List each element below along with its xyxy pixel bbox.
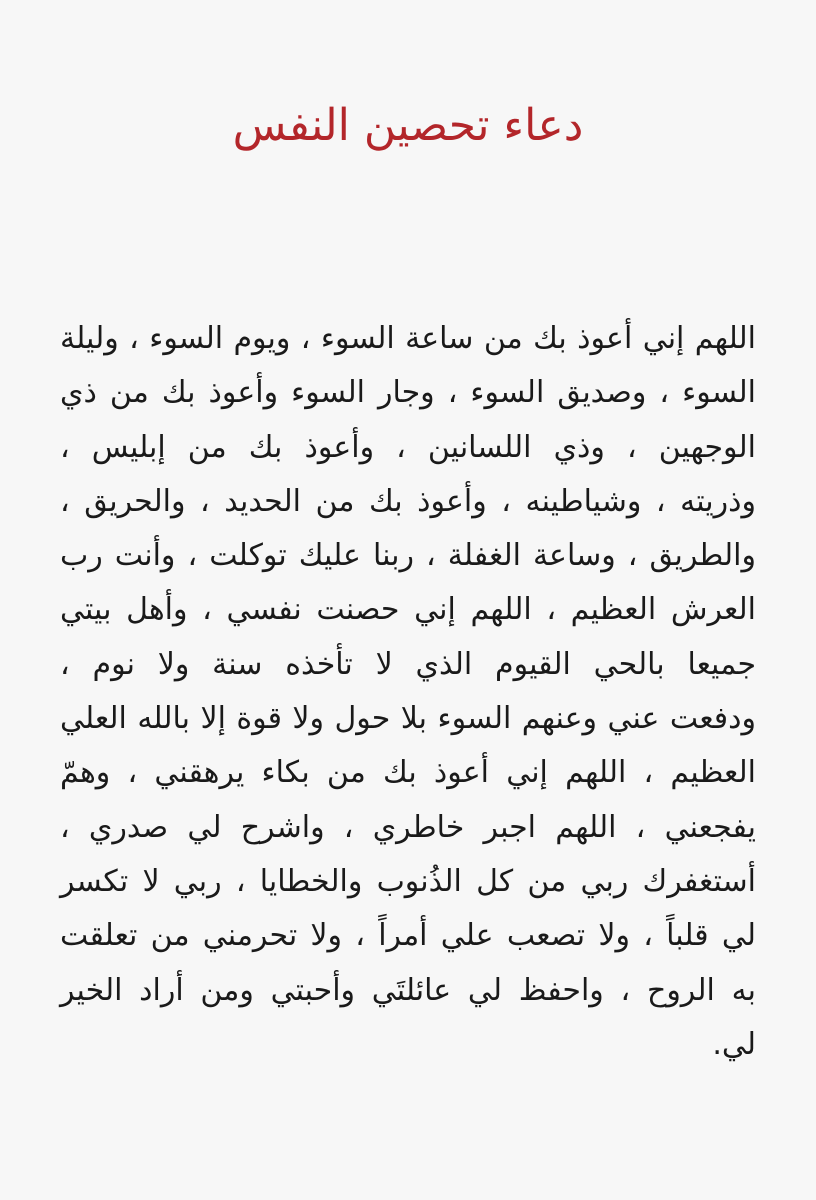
text-line-5: والطريق ، وساعة الغفلة ، ربنا عليك توكلت ، وأنت رب — [60, 538, 756, 574]
text-line-12: لي قلباً ، ولا تصعب علي أمراً ، ولا تحرمني من تعلقت — [60, 918, 756, 954]
text-line-11: أستغفرك ربي من كل الذُنوب والخطايا ، ربي لا تكسر — [60, 863, 756, 899]
text-line-14: لي. — [712, 1026, 756, 1062]
text-line-2: السوء ، وصديق السوء ، وجار السوء وأعوذ بك من ذي — [60, 375, 756, 411]
text-line-10: يفجعني ، اللهم اجبر خاطري ، واشرح لي صدري ، — [60, 809, 756, 845]
text-line-7: جميعا بالحي القيوم الذي لا تأخذه سنة ولا نوم ، — [60, 646, 756, 682]
text-line-3: الوجهين ، وذي اللسانين ، وأعوذ بك من إبليس ، — [60, 429, 756, 465]
text-line-9: العظيم ، اللهم إني أعوذ بك من بكاء يرهقني ، وهمّ — [60, 755, 756, 791]
text-line-13: به الروح ، واحفظ لي عائلتَي وأحبتي ومن أراد الخير — [60, 972, 756, 1008]
text-line-8: ودفعت عني وعنهم السوء بلا حول ولا قوة إلا بالله العلي — [60, 701, 756, 737]
text-line-4: وذريته ، وشياطينه ، وأعوذ بك من الحديد ، والحريق ، — [60, 483, 756, 519]
page-title: دعاء تحصين النفس — [232, 100, 584, 151]
text-line-1: اللهم إني أعوذ بك من ساعة السوء ، ويوم السوء ، وليلة — [60, 321, 756, 356]
text-line-6: العرش العظيم ، اللهم إني حصنت نفسي ، وأهل بيتي — [60, 592, 756, 628]
prayer-body — [60, 312, 756, 1072]
